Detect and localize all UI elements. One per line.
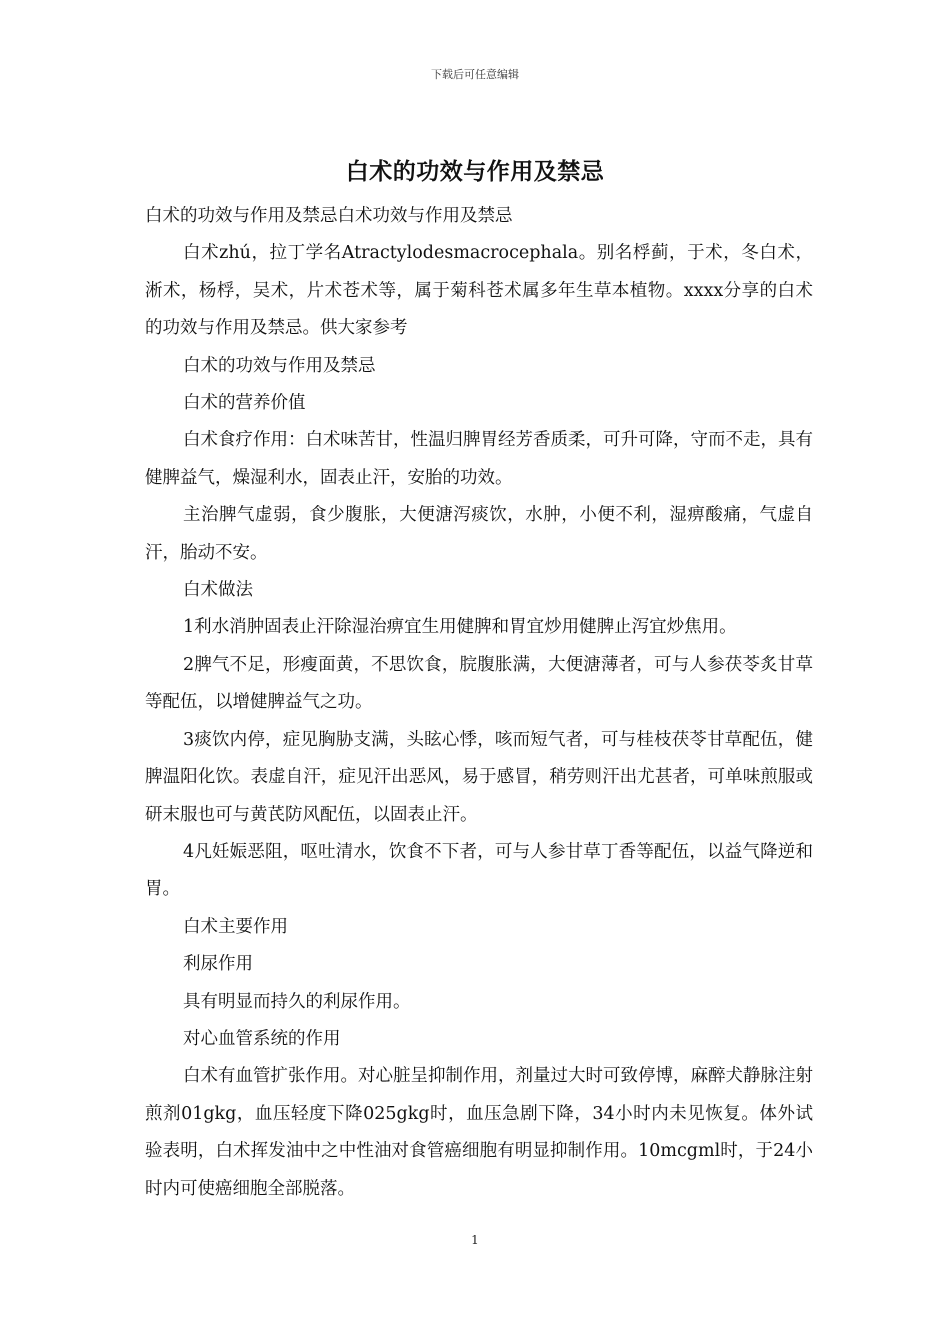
section-heading: 白术的功效与作用及禁忌 <box>183 355 376 376</box>
section-heading: 白术主要作用 <box>183 916 288 937</box>
list-item: 3痰饮内停，症见胸胁支满，头眩心悸，咳而短气者，可与桂枝茯苓甘草配伍，健脾温阳化饮。表虚自汗，症见汗出恶风，易于感冒，稍劳则汗出尤甚者，可单味煎服或研末服也可与黄芪防风配伍，以固表止汗。 <box>145 729 813 825</box>
subsection-heading: 利尿作用 <box>183 954 253 975</box>
header-note: 下载后可任意编辑 <box>431 68 519 81</box>
page-number: 1 <box>471 1233 479 1247</box>
paragraph-subtitle: 白术的功效与作用及禁忌白术功效与作用及禁忌 <box>145 206 513 226</box>
document-body <box>145 198 813 1208</box>
paragraph: 白术有血管扩张作用。对心脏呈抑制作用，剂量过大时可致停博，麻醉犬静脉注射煎剂01gkg，血压轻度下降025gkg时，血压急剧下降，34小时内未见恢复。体外试验表明，白术挥发油中之中性油对食管癌细胞有明显抑制作用。10mcgml时，于24小时内可使癌细胞全部脱落。 <box>145 1066 813 1199</box>
section-heading: 白术做法 <box>183 580 253 601</box>
paragraph: 白术食疗作用：白术味苦甘，性温归脾胃经芳香质柔，可升可降，守而不走，具有健脾益气，燥湿利水，固表止汗，安胎的功效。 <box>145 430 813 488</box>
list-item: 2脾气不足，形瘦面黄，不思饮食，脘腹胀满，大便溏薄者，可与人参茯苓炙甘草等配伍，以增健脾益气之功。 <box>145 654 813 713</box>
paragraph: 主治脾气虚弱，食少腹胀，大便溏泻痰饮，水肿，小便不利，湿痹酸痛，气虚自汗，胎动不安。 <box>145 505 813 563</box>
list-item: 1利水消肿固表止汗除湿治痹宜生用健脾和胃宜炒用健脾止泻宜炒焦用。 <box>183 617 737 638</box>
paragraph: 具有明显而持久的利尿作用。 <box>183 991 411 1012</box>
subsection-heading: 对心血管系统的作用 <box>183 1028 341 1049</box>
paragraph-intro: 白术zhú，拉丁学名Atractylodesmacrocephala。别名桴蓟，于术，冬白术，淅术，杨桴，吴术，片术苍术等，属于菊科苍术属多年生草本植物。xxxx分享的白术的功效与作用及禁忌。供大家参考 <box>145 243 813 339</box>
section-heading: 白术的营养价值 <box>183 393 306 414</box>
document-title: 白术的功效与作用及禁忌 <box>345 159 605 185</box>
list-item: 4凡妊娠恶阻，呕吐清水，饮食不下者，可与人参甘草丁香等配伍，以益气降逆和胃。 <box>145 841 813 900</box>
